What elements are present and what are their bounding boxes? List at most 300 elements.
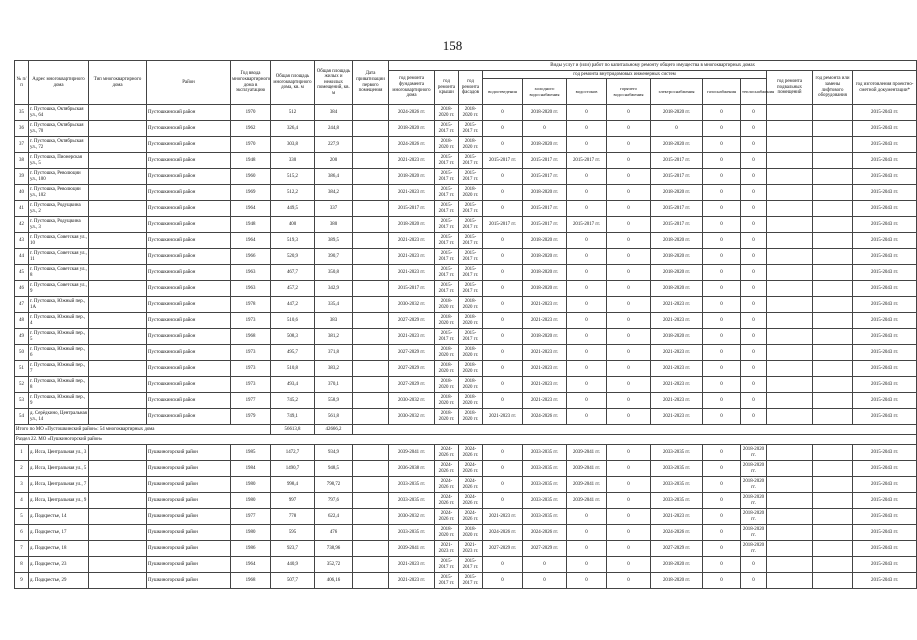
cell-drainage: 2039-2041 гг. xyxy=(567,493,607,509)
cell-heat: 0 xyxy=(741,249,767,265)
cell-gas: 0 xyxy=(703,477,741,493)
cell-facade: 2015-2017 гг. xyxy=(459,265,483,281)
cell-no: 38 xyxy=(15,153,29,169)
cell-foundation: 2021-2023 гг. xyxy=(389,329,435,345)
cell-address: д. Исса, Центральная ул., 5 xyxy=(29,461,89,477)
cell-facade: 2015-2017 гг. xyxy=(459,233,483,249)
cell-district: Пушкиногорский район xyxy=(147,509,231,525)
cell-no: 51 xyxy=(15,361,29,377)
cell-cold-water: 2024-2026 гг. xyxy=(523,525,567,541)
cell-gas: 0 xyxy=(703,265,741,281)
col-no: № п/п xyxy=(15,61,29,105)
cell-power: 2027-2029 гг. xyxy=(651,541,703,557)
cell-address: д. Подкрестье, 23 xyxy=(29,557,89,573)
cell-living-area: 798,72 xyxy=(315,477,353,493)
cell-hot-water: 0 xyxy=(607,573,651,589)
cell-design-docs: 2015-2043 гг. xyxy=(853,329,917,345)
table-row xyxy=(15,393,917,409)
cell-type xyxy=(89,345,147,361)
cell-no: 45 xyxy=(15,265,29,281)
cell-no: 5 xyxy=(15,509,29,525)
cell-basements xyxy=(767,121,813,137)
cell-water-disposal: 0 xyxy=(483,393,523,409)
cell-design-docs: 2015-2043 гг. xyxy=(853,169,917,185)
cell-facade: 2015-2017 гг. xyxy=(459,329,483,345)
cell-district: Пушкиногорский район xyxy=(147,541,231,557)
table-body-pushkinogorsky xyxy=(15,445,917,589)
cell-water-disposal: 0 xyxy=(483,297,523,313)
cell-elevator xyxy=(813,105,853,121)
cell-facade: 2018-2020 гг. xyxy=(459,361,483,377)
cell-cold-water: 2018-2020 гг. xyxy=(523,249,567,265)
cell-design-docs: 2015-2043 гг. xyxy=(853,121,917,137)
col-services-group: Виды услуг и (или) работ по капитальному ремонту общего имущества в многоквартирных домах xyxy=(389,61,917,71)
cell-type xyxy=(89,525,147,541)
cell-heat: 0 xyxy=(741,217,767,233)
cell-facade: 2015-2017 гг. xyxy=(459,121,483,137)
table-body-pustoshka xyxy=(15,105,917,425)
cell-elevator xyxy=(813,137,853,153)
cell-living-area: 622,4 xyxy=(315,509,353,525)
cell-cold-water: 2021-2023 гг. xyxy=(523,313,567,329)
cell-facade: 2018-2020 гг. xyxy=(459,377,483,393)
cell-living-area: 337 xyxy=(315,201,353,217)
cell-heat: 0 xyxy=(741,393,767,409)
cell-elevator xyxy=(813,153,853,169)
cell-privatization xyxy=(353,573,389,589)
cell-total-area: 493,4 xyxy=(271,377,315,393)
cell-no: 43 xyxy=(15,233,29,249)
cell-elevator xyxy=(813,201,853,217)
cell-hot-water: 0 xyxy=(607,361,651,377)
cell-hot-water: 0 xyxy=(607,557,651,573)
cell-no: 4 xyxy=(15,493,29,509)
cell-heat: 0 xyxy=(741,201,767,217)
cell-living-area: 476 xyxy=(315,525,353,541)
cell-privatization xyxy=(353,217,389,233)
col-living-area: Общая площадь жилых и нежилых помещений, кв. м xyxy=(315,61,353,105)
cell-foundation: 2027-2029 гг. xyxy=(389,377,435,393)
cell-facade: 2015-2017 гг. xyxy=(459,153,483,169)
cell-type xyxy=(89,509,147,525)
cell-foundation: 2036-2038 гг. xyxy=(389,461,435,477)
cell-roof: 2018-2020 гг. xyxy=(435,361,459,377)
cell-no: 52 xyxy=(15,377,29,393)
cell-living-area: 383,2 xyxy=(315,361,353,377)
cell-water-disposal: 0 xyxy=(483,265,523,281)
cell-total-area: 520,9 xyxy=(271,249,315,265)
cell-basements xyxy=(767,329,813,345)
cell-power: 2024-2026 гг. xyxy=(651,525,703,541)
cell-design-docs: 2015-2043 гг. xyxy=(853,573,917,589)
cell-privatization xyxy=(353,409,389,425)
cell-hot-water: 0 xyxy=(607,137,651,153)
cell-cold-water: 2015-2017 гг. xyxy=(523,217,567,233)
cell-gas: 0 xyxy=(703,153,741,169)
cell-roof: 2015-2017 гг. xyxy=(435,281,459,297)
cell-gas: 0 xyxy=(703,217,741,233)
cell-district: Пустошкинский район xyxy=(147,297,231,313)
cell-privatization xyxy=(353,137,389,153)
cell-design-docs: 2015-2043 гг. xyxy=(853,445,917,461)
cell-basements xyxy=(767,361,813,377)
table-row xyxy=(15,377,917,393)
cell-hot-water: 0 xyxy=(607,297,651,313)
cell-living-area: 335,4 xyxy=(315,297,353,313)
cell-gas: 0 xyxy=(703,393,741,409)
cell-district: Пустошкинский район xyxy=(147,153,231,169)
cell-address: д. Исса, Центральная ул., 7 xyxy=(29,477,89,493)
cell-drainage: 0 xyxy=(567,201,607,217)
cell-basements xyxy=(767,265,813,281)
cell-no: 7 xyxy=(15,541,29,557)
cell-basements xyxy=(767,393,813,409)
cell-no: 9 xyxy=(15,573,29,589)
cell-gas: 0 xyxy=(703,377,741,393)
cell-type xyxy=(89,185,147,201)
cell-foundation: 2039-2041 гг. xyxy=(389,445,435,461)
cell-no: 39 xyxy=(15,169,29,185)
cell-roof: 2015-2017 гг. xyxy=(435,329,459,345)
cell-facade: 2015-2017 гг. xyxy=(459,169,483,185)
cell-basements xyxy=(767,169,813,185)
cell-drainage: 0 xyxy=(567,121,607,137)
cell-living-area: 389,5 xyxy=(315,233,353,249)
cell-foundation: 2024-2026 гг. xyxy=(389,105,435,121)
cell-elevator xyxy=(813,493,853,509)
cell-facade: 2015-2017 гг. xyxy=(459,573,483,589)
col-year-built: Год ввода многоквартирного дома в эксплуатацию xyxy=(231,61,271,105)
cell-total-area: 512,2 xyxy=(271,185,315,201)
cell-power: 0 xyxy=(651,121,703,137)
cell-drainage: 0 xyxy=(567,313,607,329)
cell-cold-water: 2018-2020 гг. xyxy=(523,137,567,153)
cell-basements xyxy=(767,477,813,493)
cell-power: 2021-2023 гг. xyxy=(651,393,703,409)
cell-roof: 2018-2020 гг. xyxy=(435,137,459,153)
table-row xyxy=(15,313,917,329)
cell-total-area: 778 xyxy=(271,509,315,525)
cell-water-disposal: 0 xyxy=(483,169,523,185)
cell-heat: 0 xyxy=(741,105,767,121)
cell-type xyxy=(89,217,147,233)
cell-living-area: 383 xyxy=(315,313,353,329)
cell-elevator xyxy=(813,345,853,361)
cell-type xyxy=(89,445,147,461)
cell-elevator xyxy=(813,461,853,477)
cell-power: 2018-2020 гг. xyxy=(651,185,703,201)
cell-basements xyxy=(767,249,813,265)
cell-power: 2018-2020 гг. xyxy=(651,265,703,281)
cell-water-disposal: 0 xyxy=(483,493,523,509)
cell-water-disposal: 0 xyxy=(483,461,523,477)
table-row xyxy=(15,541,917,557)
cell-year: 1984 xyxy=(231,461,271,477)
cell-foundation: 2030-2032 гг. xyxy=(389,297,435,313)
cell-cold-water: 2033-2035 гг. xyxy=(523,461,567,477)
cell-basements xyxy=(767,345,813,361)
cell-facade: 2018-2020 гг. xyxy=(459,393,483,409)
cell-facade: 2018-2020 гг. xyxy=(459,525,483,541)
cell-foundation: 2018-2020 гг. xyxy=(389,217,435,233)
cell-foundation: 2033-2035 гг. xyxy=(389,525,435,541)
cell-privatization xyxy=(353,361,389,377)
cell-water-disposal: 2027-2029 гг. xyxy=(483,541,523,557)
cell-address: г. Пустошка, Советская ул., 9 xyxy=(29,281,89,297)
cell-power: 2033-2035 гг. xyxy=(651,461,703,477)
cell-cold-water: 0 xyxy=(523,121,567,137)
cell-elevator xyxy=(813,233,853,249)
cell-total-area: 326,4 xyxy=(271,121,315,137)
cell-cold-water: 2021-2023 гг. xyxy=(523,345,567,361)
cell-drainage: 0 xyxy=(567,509,607,525)
cell-cold-water: 2015-2017 гг. xyxy=(523,169,567,185)
cell-design-docs: 2015-2043 гг. xyxy=(853,461,917,477)
col-hot-water: горячего водоснабжения xyxy=(607,79,651,105)
cell-living-area: 738,96 xyxy=(315,541,353,557)
cell-address: г. Пустошка, Южный пер., 5 xyxy=(29,329,89,345)
cell-heat: 0 xyxy=(741,233,767,249)
cell-gas: 0 xyxy=(703,573,741,589)
cell-no: 36 xyxy=(15,121,29,137)
cell-power: 2018-2020 гг. xyxy=(651,281,703,297)
cell-hot-water: 0 xyxy=(607,121,651,137)
cell-year: 1968 xyxy=(231,329,271,345)
cell-design-docs: 2015-2043 гг. xyxy=(853,297,917,313)
cell-hot-water: 0 xyxy=(607,541,651,557)
cell-district: Пустошкинский район xyxy=(147,265,231,281)
cell-district: Пустошкинский район xyxy=(147,121,231,137)
cell-roof: 2018-2020 гг. xyxy=(435,345,459,361)
cell-water-disposal: 0 xyxy=(483,477,523,493)
cell-year: 1964 xyxy=(231,557,271,573)
cell-power: 2015-2017 гг. xyxy=(651,169,703,185)
cell-facade: 2015-2017 гг. xyxy=(459,281,483,297)
cell-year: 1973 xyxy=(231,361,271,377)
cell-facade: 2018-2020 гг. xyxy=(459,105,483,121)
cell-basements xyxy=(767,217,813,233)
cell-gas: 0 xyxy=(703,493,741,509)
cell-basements xyxy=(767,541,813,557)
cell-heat: 0 xyxy=(741,329,767,345)
cell-hot-water: 0 xyxy=(607,249,651,265)
cell-basements xyxy=(767,445,813,461)
cell-foundation: 2027-2029 гг. xyxy=(389,361,435,377)
cell-water-disposal: 0 xyxy=(483,121,523,137)
cell-foundation: 2024-2026 гг. xyxy=(389,137,435,153)
cell-district: Пустошкинский район xyxy=(147,377,231,393)
cell-year: 1964 xyxy=(231,233,271,249)
cell-water-disposal: 0 xyxy=(483,233,523,249)
cell-address: г. Пустошка, Родущкина ул., 3 xyxy=(29,217,89,233)
cell-living-area: 558,9 xyxy=(315,393,353,409)
cell-no: 53 xyxy=(15,393,29,409)
cell-drainage: 2015-2017 гг. xyxy=(567,153,607,169)
cell-total-area: 997 xyxy=(271,493,315,509)
cell-total-area: 515,2 xyxy=(271,169,315,185)
cell-power: 2021-2023 гг. xyxy=(651,509,703,525)
cell-district: Пушкиногорский район xyxy=(147,477,231,493)
cell-elevator xyxy=(813,557,853,573)
cell-drainage: 2039-2041 гг. xyxy=(567,461,607,477)
cell-elevator xyxy=(813,121,853,137)
cell-power: 2018-2020 гг. xyxy=(651,233,703,249)
cell-facade: 2018-2020 гг. xyxy=(459,409,483,425)
cell-total-area: 495,7 xyxy=(271,345,315,361)
cell-foundation: 2027-2029 гг. xyxy=(389,345,435,361)
cell-cold-water: 2018-2020 гг. xyxy=(523,233,567,249)
cell-facade: 2018-2020 гг. xyxy=(459,185,483,201)
cell-facade: 2015-2017 гг. xyxy=(459,249,483,265)
cell-roof: 2024-2026 гг. xyxy=(435,493,459,509)
cell-living-area: 350,8 xyxy=(315,265,353,281)
cell-design-docs: 2015-2043 гг. xyxy=(853,541,917,557)
cell-elevator xyxy=(813,281,853,297)
cell-foundation: 2021-2023 гг. xyxy=(389,557,435,573)
cell-year: 1980 xyxy=(231,477,271,493)
cell-drainage: 0 xyxy=(567,525,607,541)
cell-gas: 0 xyxy=(703,345,741,361)
cell-year: 1980 xyxy=(231,493,271,509)
cell-elevator xyxy=(813,445,853,461)
cell-year: 1966 xyxy=(231,249,271,265)
cell-living-area: 352,72 xyxy=(315,557,353,573)
cell-gas: 0 xyxy=(703,281,741,297)
cell-district: Пустошкинский район xyxy=(147,185,231,201)
cell-district: Пустошкинский район xyxy=(147,233,231,249)
cell-drainage: 0 xyxy=(567,185,607,201)
cell-type xyxy=(89,105,147,121)
cell-address: г. Пустошка, Южный пер., 6 xyxy=(29,345,89,361)
cell-total-area: 1490,7 xyxy=(271,461,315,477)
cell-design-docs: 2015-2043 гг. xyxy=(853,557,917,573)
cell-hot-water: 0 xyxy=(607,265,651,281)
cell-design-docs: 2015-2043 гг. xyxy=(853,509,917,525)
cell-heat: 2018-2020 гг. xyxy=(741,525,767,541)
cell-cold-water: 0 xyxy=(523,557,567,573)
cell-design-docs: 2015-2043 гг. xyxy=(853,477,917,493)
cell-roof: 2015-2017 гг. xyxy=(435,249,459,265)
cell-cold-water: 2033-2035 гг. xyxy=(523,477,567,493)
cell-privatization xyxy=(353,377,389,393)
cell-total-area: 745,2 xyxy=(271,393,315,409)
cell-heat: 0 xyxy=(741,361,767,377)
summary-label: Итого по МО «Пустошкинский район»: 54 многоквартирных дома xyxy=(15,425,271,435)
cell-hot-water: 0 xyxy=(607,281,651,297)
cell-district: Пустошкинский район xyxy=(147,281,231,297)
cell-privatization xyxy=(353,345,389,361)
cell-power: 2021-2023 гг. xyxy=(651,345,703,361)
cell-address: г. Пустошка, Октябрьская ул., 72 xyxy=(29,137,89,153)
cell-gas: 0 xyxy=(703,185,741,201)
cell-privatization xyxy=(353,313,389,329)
cell-address: г. Пустошка, Южный пер., 4 xyxy=(29,313,89,329)
cell-type xyxy=(89,557,147,573)
cell-district: Пушкиногорский район xyxy=(147,525,231,541)
col-type: Тип многоквартирного дома xyxy=(89,61,147,105)
cell-basements xyxy=(767,409,813,425)
cell-living-area: 371,8 xyxy=(315,345,353,361)
cell-foundation: 2030-2032 гг. xyxy=(389,393,435,409)
cell-power: 2033-2035 гг. xyxy=(651,445,703,461)
col-power: электроснабжения xyxy=(651,79,703,105)
col-basements: год ремонта подвальных помещений xyxy=(767,71,813,105)
cell-water-disposal: 0 xyxy=(483,105,523,121)
cell-facade: 2015-2017 гг. xyxy=(459,557,483,573)
cell-power: 2021-2023 гг. xyxy=(651,409,703,425)
cell-type xyxy=(89,541,147,557)
cell-cold-water: 2015-2017 гг. xyxy=(523,201,567,217)
cell-address: г. Пустошка, Революции ул., 102 xyxy=(29,185,89,201)
cell-gas: 0 xyxy=(703,121,741,137)
col-elevator: год ремонта или замены лифтового оборудования xyxy=(813,71,853,105)
cell-district: Пустошкинский район xyxy=(147,105,231,121)
cell-living-area: 370,1 xyxy=(315,377,353,393)
cell-power: 2021-2023 гг. xyxy=(651,377,703,393)
cell-heat: 0 xyxy=(741,137,767,153)
cell-no: 1 xyxy=(15,445,29,461)
cell-foundation: 2033-2035 гг. xyxy=(389,493,435,509)
table-row xyxy=(15,409,917,425)
cell-roof: 2015-2017 гг. xyxy=(435,201,459,217)
cell-drainage: 0 xyxy=(567,345,607,361)
cell-address: г. Пустошка, Родущкина ул., 2 xyxy=(29,201,89,217)
cell-power: 2018-2020 гг. xyxy=(651,329,703,345)
cell-drainage: 0 xyxy=(567,329,607,345)
cell-address: д. Серёдкино, Центральная ул., 14 xyxy=(29,409,89,425)
cell-year: 1980 xyxy=(231,525,271,541)
cell-design-docs: 2015-2043 гг. xyxy=(853,409,917,425)
cell-elevator xyxy=(813,393,853,409)
cell-foundation: 2030-2032 гг. xyxy=(389,509,435,525)
cell-total-area: 457,2 xyxy=(271,281,315,297)
cell-type xyxy=(89,201,147,217)
table-row xyxy=(15,169,917,185)
cell-drainage: 0 xyxy=(567,393,607,409)
cell-water-disposal: 0 xyxy=(483,185,523,201)
summary-total-area: 56613,8 xyxy=(271,425,315,435)
cell-roof: 2015-2017 гг. xyxy=(435,557,459,573)
cell-roof: 2015-2017 гг. xyxy=(435,169,459,185)
cell-design-docs: 2015-2043 гг. xyxy=(853,249,917,265)
cell-water-disposal: 0 xyxy=(483,377,523,393)
cell-roof: 2015-2017 гг. xyxy=(435,265,459,281)
cell-foundation: 2021-2023 гг. xyxy=(389,249,435,265)
cell-facade: 2024-2026 гг. xyxy=(459,477,483,493)
cell-living-area: 406,16 xyxy=(315,573,353,589)
cell-design-docs: 2015-2043 гг. xyxy=(853,377,917,393)
cell-design-docs: 2015-2043 гг. xyxy=(853,105,917,121)
cell-drainage: 0 xyxy=(567,573,607,589)
cell-no: 48 xyxy=(15,313,29,329)
cell-cold-water: 2021-2023 гг. xyxy=(523,377,567,393)
cell-gas: 0 xyxy=(703,313,741,329)
cell-total-area: 440,9 xyxy=(271,557,315,573)
cell-drainage: 2015-2017 гг. xyxy=(567,217,607,233)
cell-address: г. Пустошка, Пионерская ул., 5 xyxy=(29,153,89,169)
cell-water-disposal: 0 xyxy=(483,281,523,297)
cell-year: 1960 xyxy=(231,169,271,185)
cell-cold-water: 2018-2020 гг. xyxy=(523,105,567,121)
cell-roof: 2018-2020 гг. xyxy=(435,525,459,541)
cell-design-docs: 2015-2043 гг. xyxy=(853,153,917,169)
cell-heat: 0 xyxy=(741,573,767,589)
cell-drainage: 0 xyxy=(567,281,607,297)
cell-total-area: 595 xyxy=(271,525,315,541)
cell-total-area: 400 xyxy=(271,217,315,233)
cell-facade: 2018-2020 гг. xyxy=(459,137,483,153)
summary-living-area: 42666,2 xyxy=(315,425,353,435)
